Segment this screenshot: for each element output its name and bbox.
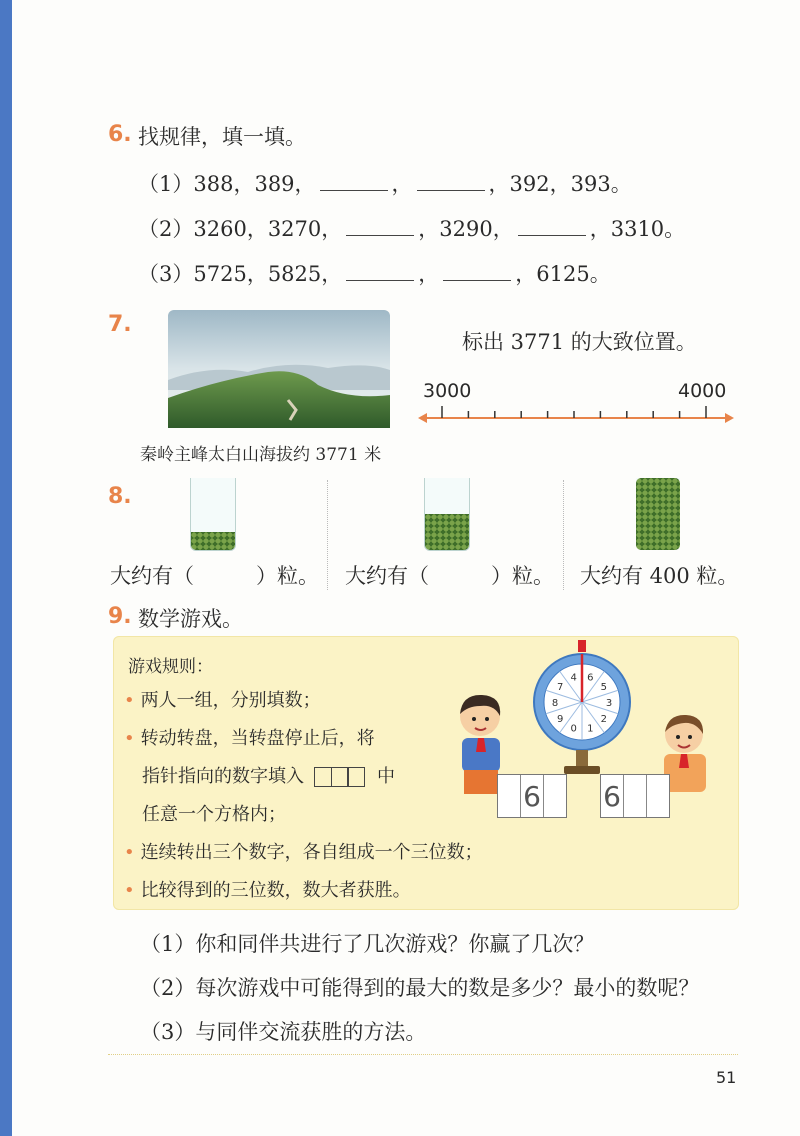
rule-2-cont-end: 中 (376, 766, 395, 787)
question-6-number: 6. (108, 122, 132, 147)
wheel-number: 6 (587, 672, 594, 684)
rule-4 (124, 876, 411, 902)
bullet-icon: • (124, 728, 135, 749)
number-line-end-label: 4000 (678, 380, 727, 402)
q6-line-3-part-b: ， (418, 262, 440, 286)
q9-question-2: （2）每次游戏中可能得到的最大的数是多少？最小的数呢？ (140, 976, 700, 1000)
spinner-wheel[interactable] (530, 636, 638, 781)
bean-jar-2 (424, 478, 470, 551)
question-9-number: 9. (108, 604, 132, 629)
wheel-number: 8 (551, 698, 559, 709)
answer-blank[interactable] (417, 172, 485, 191)
rule-4-text: 比较得到的三位数，数大者获胜。 (140, 880, 411, 901)
card-digit: 6 (601, 775, 624, 817)
wheel-number: 7 (556, 682, 564, 694)
page-edge-bar (0, 0, 12, 1136)
q6-line-2-part-c: ，3310。 (589, 217, 686, 241)
wheel-number: 3 (605, 698, 613, 709)
q6-line-3-part-a: 5725，5825， (193, 262, 343, 286)
wheel-number: 1 (587, 723, 594, 735)
q8-item-1-text: 大约有（ (110, 564, 194, 588)
q6-line-2-part-a: 3260，3270， (193, 217, 343, 241)
rule-2 (124, 724, 375, 750)
mountain-photo (168, 310, 390, 428)
footer-divider (108, 1054, 738, 1055)
wheel-number: 2 (600, 713, 608, 725)
number-line[interactable] (418, 402, 734, 426)
rule-2-tail: 任意一个方格内； (142, 804, 286, 825)
q6-line-2 (138, 213, 685, 243)
beans-fill (636, 478, 680, 550)
rule-2-cont (142, 762, 395, 788)
divider (563, 480, 564, 590)
rule-3 (124, 838, 483, 864)
bean-jar-3 (636, 478, 680, 550)
q6-line-1 (138, 168, 632, 198)
q8-item-1 (110, 560, 319, 590)
question-6-title: 找规律，填一填。 (138, 125, 306, 149)
bean-jar-1 (190, 478, 236, 551)
three-box-icon (316, 766, 366, 787)
wheel-number: 5 (600, 682, 608, 694)
bullet-icon: • (124, 842, 135, 863)
q6-line-1-label: （1） (138, 172, 194, 196)
beans-fill (191, 532, 235, 550)
rule-1 (124, 686, 321, 712)
q8-item-1-unit: ）粒。 (256, 564, 319, 588)
q6-line-1-part-c: ，392，393。 (488, 172, 632, 196)
wheel-number: 4 (570, 672, 577, 684)
card-digit: 6 (521, 775, 544, 817)
q9-question-3: （3）与同伴交流获胜的方法。 (140, 1020, 427, 1044)
rule-2-cont-text: 指针指向的数字填入 (142, 766, 304, 787)
wheel-number: 9 (556, 713, 564, 725)
q9-question-1: （1）你和同伴共进行了几次游戏？你赢了几次？ (140, 932, 595, 956)
q8-item-3-text: 大约有 400 粒。 (580, 564, 739, 588)
q6-line-2-label: （2） (138, 217, 194, 241)
rule-3-text: 连续转出三个数字，各自组成一个三位数； (140, 842, 483, 863)
rule-2-text: 转动转盘，当转盘停止后，将 (140, 728, 375, 749)
q6-line-3 (138, 258, 611, 288)
q8-item-3 (580, 560, 738, 590)
q6-line-3-label: （3） (138, 262, 194, 286)
number-card-left (497, 774, 567, 818)
q6-line-3-part-c: ，6125。 (515, 262, 611, 286)
answer-blank[interactable] (346, 262, 414, 281)
q7-instruction: 标出 3771 的大致位置。 (462, 330, 697, 354)
divider (327, 480, 328, 590)
q6-line-1-part-a: 388，389， (193, 172, 316, 196)
rule-1-text: 两人一组，分别填数； (140, 690, 321, 711)
q8-item-2-unit: ）粒。 (491, 564, 554, 588)
question-7-number: 7. (108, 312, 132, 337)
answer-blank[interactable] (320, 172, 388, 191)
number-line-start-label: 3000 (423, 380, 472, 402)
q6-line-1-part-b: ， (391, 172, 413, 196)
bullet-icon: • (124, 690, 135, 711)
beans-fill (425, 514, 469, 550)
answer-blank[interactable] (346, 217, 414, 236)
answer-blank[interactable] (443, 262, 511, 281)
q6-line-2-part-b: ，3290， (418, 217, 514, 241)
rules-title: 游戏规则： (128, 657, 213, 677)
number-card-right (600, 774, 670, 818)
bullet-icon: • (124, 880, 135, 901)
answer-blank[interactable] (518, 217, 586, 236)
photo-caption: 秦岭主峰太白山海拔约 3771 米 (140, 445, 382, 465)
q8-item-2-text: 大约有（ (345, 564, 429, 588)
q8-item-2 (345, 560, 554, 590)
page-number: 51 (716, 1068, 737, 1087)
wheel-number: 0 (570, 723, 577, 735)
question-8-number: 8. (108, 484, 132, 509)
question-9-title: 数学游戏。 (138, 607, 243, 631)
